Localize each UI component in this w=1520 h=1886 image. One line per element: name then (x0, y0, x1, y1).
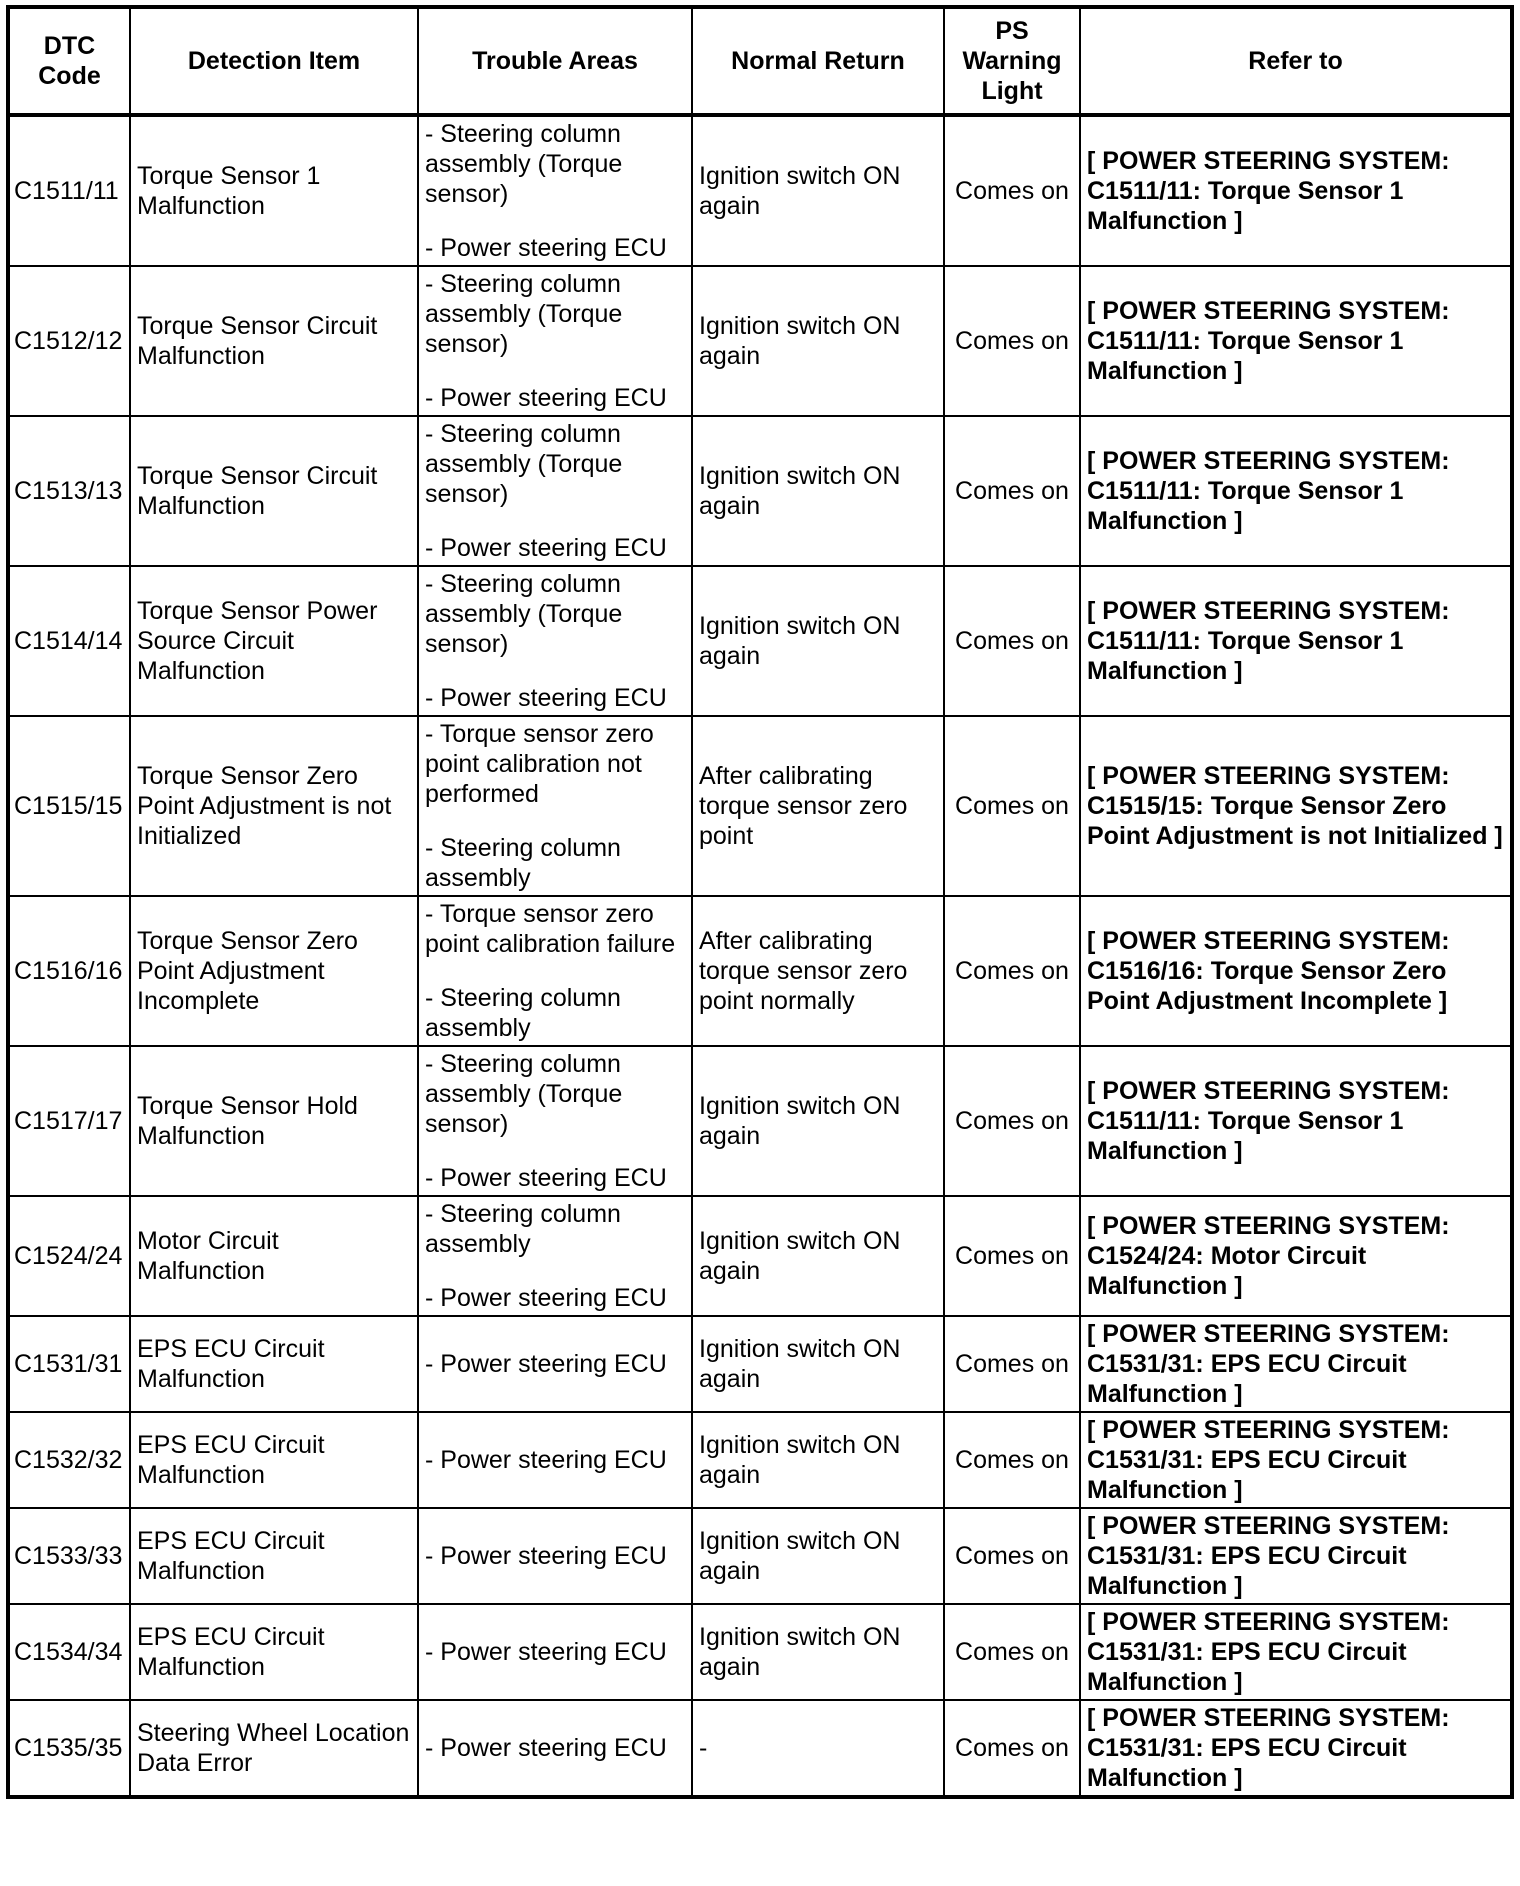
trouble-area-item: - Power steering ECU (425, 1542, 667, 1570)
refer-to-cell: [ POWER STEERING SYSTEM: C1515/15: Torque Sensor Zero Point Adjustment is not Initialized ] (1080, 716, 1512, 896)
trouble-area-item: - Steering column assembly (Torque sensor) (425, 1050, 623, 1138)
trouble-area-item: - Power steering ECU (425, 1284, 667, 1312)
trouble-area-item: - Power steering ECU (425, 1164, 667, 1192)
refer-to-cell: [ POWER STEERING SYSTEM: C1511/11: Torque Sensor 1 Malfunction ] (1080, 416, 1512, 566)
refer-to-cell: [ POWER STEERING SYSTEM: C1524/24: Motor Circuit Malfunction ] (1080, 1196, 1512, 1316)
trouble-area-item: - Steering column assembly (Torque sensor) (425, 270, 623, 358)
trouble-area-item: - Power steering ECU (425, 684, 667, 712)
dtc-code-cell: C1512/12 (8, 266, 130, 416)
dtc-code-cell: C1516/16 (8, 896, 130, 1046)
refer-to-cell: [ POWER STEERING SYSTEM: C1516/16: Torque Sensor Zero Point Adjustment Incomplete ] (1080, 896, 1512, 1046)
header-ps-warning-light (944, 7, 1080, 115)
normal-return-cell: Ignition switch ON again (692, 1316, 944, 1412)
trouble-area-item: - Power steering ECU (425, 234, 667, 262)
header-dtc-code-line: DTC (43, 32, 96, 60)
dtc-code-cell: C1524/24 (8, 1196, 130, 1316)
ps-warning-light-cell: Comes on (944, 1316, 1080, 1412)
trouble-areas-cell (418, 566, 692, 716)
normal-return-cell: Ignition switch ON again (692, 566, 944, 716)
table-row (8, 1700, 1512, 1797)
trouble-area-item: - Power steering ECU (425, 1734, 667, 1762)
detection-item-cell: Torque Sensor Circuit Malfunction (130, 266, 418, 416)
normal-return-cell: After calibrating torque sensor zero point (692, 716, 944, 896)
normal-return-cell: Ignition switch ON again (692, 1508, 944, 1604)
trouble-areas-cell (418, 1196, 692, 1316)
trouble-areas-cell (418, 1700, 692, 1797)
trouble-area-item: - Power steering ECU (425, 384, 667, 412)
trouble-areas-cell (418, 1316, 692, 1412)
dtc-code-cell: C1533/33 (8, 1508, 130, 1604)
ps-warning-light-cell: Comes on (944, 416, 1080, 566)
ps-warning-light-cell: Comes on (944, 896, 1080, 1046)
detection-item-cell: Torque Sensor Hold Malfunction (130, 1046, 418, 1196)
ps-warning-light-cell: Comes on (944, 1700, 1080, 1797)
normal-return-cell: - (692, 1700, 944, 1797)
normal-return-cell: Ignition switch ON again (692, 266, 944, 416)
header-refer-to: Refer to (1080, 7, 1512, 115)
ps-warning-light-cell: Comes on (944, 266, 1080, 416)
trouble-area-item: - Power steering ECU (425, 534, 667, 562)
normal-return-cell: Ignition switch ON again (692, 416, 944, 566)
refer-to-cell: [ POWER STEERING SYSTEM: C1531/31: EPS ECU Circuit Malfunction ] (1080, 1316, 1512, 1412)
detection-item-cell: EPS ECU Circuit Malfunction (130, 1508, 418, 1604)
table-row (8, 1196, 1512, 1316)
table-body (8, 115, 1512, 1797)
trouble-area-item: - Steering column assembly (425, 834, 621, 892)
trouble-areas-cell (418, 1604, 692, 1700)
ps-warning-light-cell: Comes on (944, 566, 1080, 716)
dtc-code-cell: C1515/15 (8, 716, 130, 896)
refer-to-cell: [ POWER STEERING SYSTEM: C1531/31: EPS ECU Circuit Malfunction ] (1080, 1604, 1512, 1700)
header-trouble-areas: Trouble Areas (418, 7, 692, 115)
dtc-code-cell: C1531/31 (8, 1316, 130, 1412)
trouble-area-item: - Power steering ECU (425, 1446, 667, 1474)
dtc-code-cell: C1535/35 (8, 1700, 130, 1797)
dtc-code-cell: C1511/11 (8, 115, 130, 266)
table-row (8, 1316, 1512, 1412)
table-row (8, 1508, 1512, 1604)
trouble-area-item: - Steering column assembly (425, 1200, 621, 1258)
table-row (8, 115, 1512, 266)
normal-return-cell: Ignition switch ON again (692, 1196, 944, 1316)
ps-warning-light-cell: Comes on (944, 1508, 1080, 1604)
trouble-areas-cell (418, 896, 692, 1046)
refer-to-cell: [ POWER STEERING SYSTEM: C1531/31: EPS ECU Circuit Malfunction ] (1080, 1412, 1512, 1508)
normal-return-cell: Ignition switch ON again (692, 1412, 944, 1508)
trouble-areas-cell (418, 266, 692, 416)
refer-to-cell: [ POWER STEERING SYSTEM: C1511/11: Torque Sensor 1 Malfunction ] (1080, 1046, 1512, 1196)
normal-return-cell: Ignition switch ON again (692, 115, 944, 266)
table-row (8, 266, 1512, 416)
table-row (8, 566, 1512, 716)
trouble-areas-cell (418, 1412, 692, 1508)
trouble-area-item: - Steering column assembly (Torque sensor) (425, 570, 623, 658)
dtc-code-cell: C1517/17 (8, 1046, 130, 1196)
trouble-areas-cell (418, 416, 692, 566)
trouble-area-item: - Steering column assembly (425, 984, 621, 1042)
dtc-code-cell: C1514/14 (8, 566, 130, 716)
detection-item-cell: Steering Wheel Location Data Error (130, 1700, 418, 1797)
ps-warning-light-cell: Comes on (944, 1046, 1080, 1196)
trouble-areas-cell (418, 115, 692, 266)
ps-warning-light-cell: Comes on (944, 115, 1080, 266)
table-header (8, 7, 1512, 115)
dtc-code-cell: C1532/32 (8, 1412, 130, 1508)
header-ps-warning-light-line: Light (981, 77, 1043, 105)
header-dtc-code (8, 7, 130, 115)
dtc-table (6, 5, 1514, 1799)
detection-item-cell: Torque Sensor Power Source Circuit Malfunction (130, 566, 418, 716)
dtc-code-cell: C1534/34 (8, 1604, 130, 1700)
detection-item-cell: EPS ECU Circuit Malfunction (130, 1604, 418, 1700)
ps-warning-light-cell: Comes on (944, 1412, 1080, 1508)
trouble-area-item: - Power steering ECU (425, 1350, 667, 1378)
detection-item-cell: Torque Sensor Circuit Malfunction (130, 416, 418, 566)
header-normal-return: Normal Return (692, 7, 944, 115)
detection-item-cell: Torque Sensor Zero Point Adjustment Incomplete (130, 896, 418, 1046)
table-row (8, 1412, 1512, 1508)
refer-to-cell: [ POWER STEERING SYSTEM: C1531/31: EPS ECU Circuit Malfunction ] (1080, 1508, 1512, 1604)
normal-return-cell: Ignition switch ON again (692, 1604, 944, 1700)
detection-item-cell: Motor Circuit Malfunction (130, 1196, 418, 1316)
table-row (8, 1046, 1512, 1196)
trouble-area-item: - Torque sensor zero point calibration not performed (425, 720, 654, 808)
trouble-area-item: - Steering column assembly (Torque sensor) (425, 120, 623, 208)
trouble-area-item: - Torque sensor zero point calibration failure (425, 900, 676, 958)
header-ps-warning-light-line: PS (995, 17, 1029, 45)
detection-item-cell: Torque Sensor 1 Malfunction (130, 115, 418, 266)
refer-to-cell: [ POWER STEERING SYSTEM: C1511/11: Torque Sensor 1 Malfunction ] (1080, 115, 1512, 266)
header-ps-warning-light-line: Warning (962, 47, 1062, 75)
refer-to-cell: [ POWER STEERING SYSTEM: C1511/11: Torque Sensor 1 Malfunction ] (1080, 266, 1512, 416)
table-row (8, 416, 1512, 566)
table-row (8, 716, 1512, 896)
trouble-area-item: - Steering column assembly (Torque sensor) (425, 420, 623, 508)
header-row (8, 7, 1512, 115)
trouble-areas-cell (418, 1508, 692, 1604)
detection-item-cell: Torque Sensor Zero Point Adjustment is not Initialized (130, 716, 418, 896)
refer-to-cell: [ POWER STEERING SYSTEM: C1511/11: Torque Sensor 1 Malfunction ] (1080, 566, 1512, 716)
normal-return-cell: Ignition switch ON again (692, 1046, 944, 1196)
trouble-areas-cell (418, 716, 692, 896)
detection-item-cell: EPS ECU Circuit Malfunction (130, 1412, 418, 1508)
table-row (8, 1604, 1512, 1700)
detection-item-cell: EPS ECU Circuit Malfunction (130, 1316, 418, 1412)
ps-warning-light-cell: Comes on (944, 716, 1080, 896)
trouble-areas-cell (418, 1046, 692, 1196)
trouble-area-item: - Power steering ECU (425, 1638, 667, 1666)
table-row (8, 896, 1512, 1046)
ps-warning-light-cell: Comes on (944, 1604, 1080, 1700)
header-dtc-code-line: Code (38, 62, 101, 90)
header-detection-item: Detection Item (130, 7, 418, 115)
normal-return-cell: After calibrating torque sensor zero point normally (692, 896, 944, 1046)
dtc-code-cell: C1513/13 (8, 416, 130, 566)
refer-to-cell: [ POWER STEERING SYSTEM: C1531/31: EPS ECU Circuit Malfunction ] (1080, 1700, 1512, 1797)
ps-warning-light-cell: Comes on (944, 1196, 1080, 1316)
